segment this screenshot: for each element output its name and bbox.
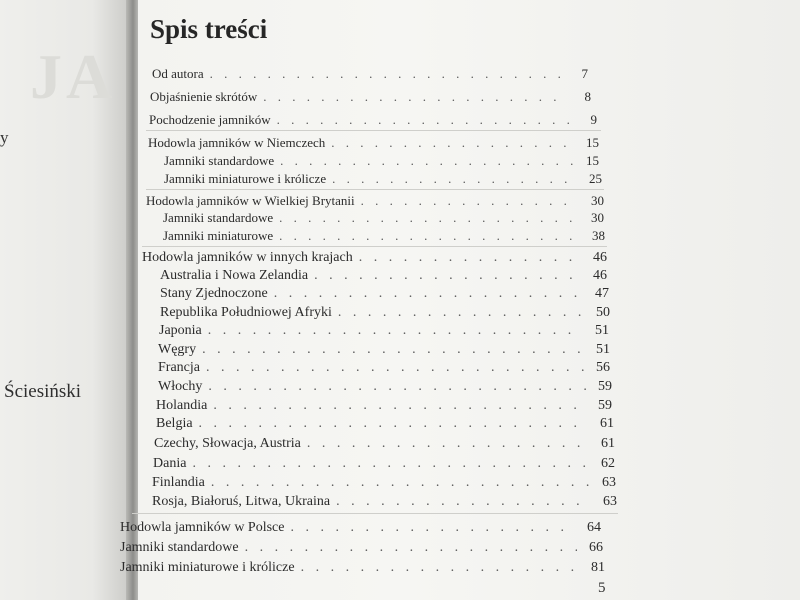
toc-entry	[160, 286, 609, 302]
toc-entry	[148, 135, 599, 151]
toc-entry-page: 50	[596, 305, 610, 320]
toc-dot-leader	[279, 228, 579, 244]
toc-entry	[163, 210, 604, 226]
toc-entry	[152, 494, 617, 510]
toc-entry-label: Australia i Nowa Zelandia	[160, 268, 309, 283]
toc-entry-page: 63	[603, 494, 617, 509]
toc-entry-page: 51	[595, 323, 609, 338]
toc-entry	[152, 475, 616, 491]
toc-dot-leader	[361, 193, 578, 209]
toc-entry-page: 61	[601, 436, 615, 451]
toc-entry-page: 8	[584, 89, 591, 104]
toc-dot-leader	[263, 89, 565, 105]
toc-entry-label: Japonia	[159, 323, 202, 338]
toc-entry-label: Od autora	[152, 66, 204, 81]
toc-entry-label: Hodowla jamników w Niemczech	[148, 135, 326, 150]
toc-entry-page: 64	[587, 520, 601, 535]
toc-entry-label: Objaśnienie skrótów	[150, 89, 258, 104]
toc-dot-leader	[336, 494, 591, 510]
toc-entry-page: 56	[596, 360, 610, 375]
toc-entry	[153, 456, 615, 472]
toc-dot-leader	[314, 268, 581, 284]
toc-dot-leader	[208, 323, 583, 339]
toc-dot-leader	[338, 305, 584, 321]
toc-entry-label: Jamniki standardowe	[163, 210, 274, 225]
toc-dot-leader	[332, 171, 576, 187]
toc-entry-label: Stany Zjednoczone	[160, 286, 268, 301]
toc-entry-label: Dania	[153, 456, 187, 471]
toc-entry	[156, 416, 614, 432]
table-of-contents	[120, 0, 800, 600]
toc-entry-page: 38	[592, 228, 605, 243]
toc-entry-page: 66	[589, 540, 603, 555]
toc-entry	[120, 540, 603, 556]
toc-dot-leader	[307, 436, 589, 452]
toc-entry	[154, 436, 615, 452]
toc-entry-page: 9	[590, 112, 597, 127]
toc-entry-page: 15	[586, 153, 599, 168]
toc-dot-leader	[290, 520, 575, 536]
toc-dot-leader	[359, 250, 581, 266]
toc-entry	[120, 560, 605, 576]
toc-entry	[120, 520, 601, 536]
toc-entry-label: Republika Południowej Afryki	[160, 305, 332, 320]
left-page-ghost-print: JA	[30, 41, 117, 112]
toc-entry	[160, 305, 610, 321]
toc-dot-leader	[279, 210, 578, 226]
toc-dot-leader	[202, 342, 584, 358]
toc-entry-label: Hodowla jamników w Wielkiej Brytanii	[146, 193, 355, 208]
toc-entry	[164, 153, 599, 169]
toc-entry	[156, 398, 612, 414]
toc-entry-label: Jamniki miniaturowe i królicze	[120, 560, 295, 575]
section-separator	[132, 513, 618, 514]
section-separator	[146, 130, 601, 131]
toc-dot-leader	[199, 416, 588, 432]
toc-dot-leader	[210, 66, 562, 82]
toc-entry	[159, 323, 609, 339]
toc-dot-leader	[192, 456, 589, 472]
toc-entry	[163, 228, 605, 244]
toc-entry	[149, 112, 597, 128]
toc-entry-page: 59	[598, 398, 612, 413]
toc-entry-page: 51	[596, 342, 610, 357]
toc-dot-leader	[280, 153, 573, 169]
toc-entry-label: Belgia	[156, 416, 193, 431]
toc-dot-leader	[301, 560, 579, 576]
toc-entry-label: Pochodzenie jamników	[149, 112, 271, 127]
toc-entry-page: 63	[602, 475, 616, 490]
toc-entry-label: Węgry	[158, 342, 197, 357]
toc-entry-label: Holandia	[156, 398, 208, 413]
toc-entry-page: 81	[591, 560, 605, 575]
toc-entry-page: 59	[598, 379, 612, 394]
toc-entry-label: Jamniki miniaturowe	[163, 228, 274, 243]
toc-entry	[164, 171, 602, 187]
toc-entry-page: 47	[595, 286, 609, 301]
toc-entry-label: Hodowla jamników w innych krajach	[142, 250, 353, 265]
toc-entry	[150, 89, 591, 105]
toc-entry-page: 30	[591, 210, 604, 225]
toc-dot-leader	[206, 360, 584, 376]
toc-entry-label: Finlandia	[152, 475, 205, 490]
section-separator	[142, 246, 607, 247]
toc-entry	[158, 379, 612, 395]
toc-entry	[142, 250, 607, 266]
toc-entry-label: Francja	[158, 360, 200, 375]
toc-dot-leader	[211, 475, 590, 491]
toc-entry-page: 62	[601, 456, 615, 471]
toc-entry-label: Włochy	[158, 379, 203, 394]
toc-entry-label: Hodowla jamników w Polsce	[120, 520, 285, 535]
toc-entry-label: Jamniki standardowe	[120, 540, 239, 555]
toc-entry	[152, 66, 588, 82]
toc-entry-label: Rosja, Białoruś, Litwa, Ukraina	[152, 494, 331, 509]
toc-dot-leader	[208, 379, 586, 395]
left-page-author-fragment: Ściesiński	[4, 381, 82, 402]
toc-dot-leader	[277, 112, 571, 128]
toc-entry-label: Jamniki miniaturowe i królicze	[164, 171, 327, 186]
toc-entry-page: 25	[589, 171, 602, 186]
toc-dot-leader	[213, 398, 586, 414]
toc-entry-page: 30	[591, 193, 604, 208]
left-page-fragment: y	[0, 128, 9, 147]
toc-entry-page: 61	[600, 416, 614, 431]
toc-entry-label: Czechy, Słowacja, Austria	[154, 436, 301, 451]
toc-entry	[158, 342, 610, 358]
right-page	[120, 0, 800, 600]
toc-entry	[146, 193, 604, 209]
toc-entry-page: 15	[586, 135, 599, 150]
toc-entry-page: 46	[593, 250, 607, 265]
section-separator	[146, 189, 604, 190]
toc-dot-leader	[331, 135, 573, 151]
toc-entry-page: 46	[593, 268, 607, 283]
toc-entry	[160, 268, 607, 284]
toc-title: Spis treści	[150, 14, 268, 44]
toc-entry	[158, 360, 610, 376]
left-page	[0, 0, 132, 600]
page-number: 5	[598, 580, 606, 596]
toc-dot-leader	[274, 286, 583, 302]
toc-entry-label: Jamniki standardowe	[164, 153, 275, 168]
toc-dot-leader	[245, 540, 577, 556]
toc-entry-page: 7	[581, 66, 588, 81]
